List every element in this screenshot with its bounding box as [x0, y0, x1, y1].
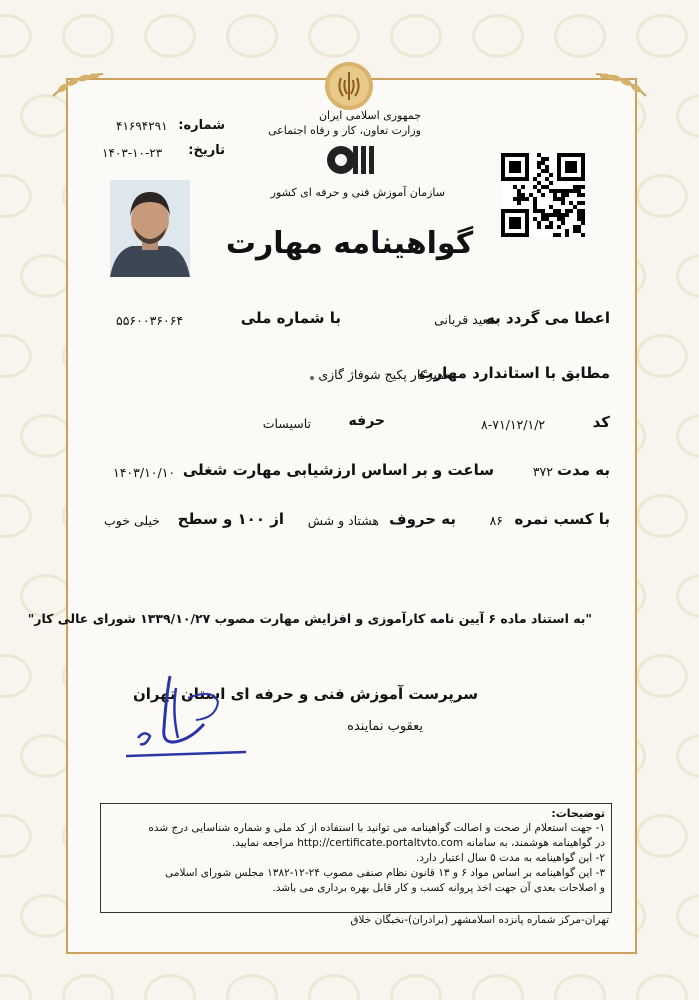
qr-module: [565, 193, 569, 197]
notes-line-5: و اصلاحات بعدی آن جهت اخذ پروانه کسب و کار قابل بهره برداری می باشد.: [272, 882, 605, 894]
notes-line-3: ۲- این گواهینامه به مدت ۵ سال اعتبار دارد.: [416, 852, 605, 864]
country-name: جمهوری اسلامی ایران: [318, 109, 421, 122]
out-of-label: از ۱۰۰ و سطح: [177, 510, 284, 528]
qr-module: [537, 209, 541, 213]
qr-module: [517, 189, 521, 193]
code-label: کد: [592, 413, 610, 431]
qr-module: [573, 205, 577, 209]
qr-module: [517, 193, 521, 197]
qr-module: [533, 209, 537, 213]
qr-module: [541, 157, 545, 161]
qr-module: [553, 213, 557, 217]
duration-value: ۳۷۲: [532, 464, 553, 479]
watermark-mark: [472, 14, 524, 58]
watermark-mark: [636, 814, 688, 858]
qr-module: [565, 213, 569, 217]
qr-module: [541, 217, 545, 221]
qr-module: [545, 213, 549, 217]
watermark-mark: [308, 974, 360, 1000]
qr-module: [525, 197, 529, 201]
qr-module: [541, 161, 545, 165]
qr-module: [581, 221, 585, 225]
qr-module: [521, 197, 525, 201]
legal-basis-text: "به استناد ماده ۶ آیین نامه کارآموزی و افزایش مهارت مصوب ۱۳۳۹/۱۰/۲۷ شورای عالی کار": [27, 611, 592, 626]
qr-module: [569, 201, 573, 205]
ministry-name: وزارت تعاون، کار و رفاه اجتماعی: [267, 124, 421, 137]
watermark-mark: [62, 974, 114, 1000]
qr-module: [581, 213, 585, 217]
qr-module: [545, 157, 549, 161]
qr-module: [533, 217, 537, 221]
certificate-title: گواهینامه مهارت: [225, 226, 474, 261]
qr-module: [545, 169, 549, 173]
qr-module: [557, 189, 561, 193]
qr-module: [517, 197, 521, 201]
laurel-ornament-left-icon: [48, 66, 108, 106]
qr-module: [573, 189, 577, 193]
qr-module: [565, 209, 569, 213]
qr-module: [533, 185, 537, 189]
signature-icon: [118, 668, 258, 768]
qr-module: [569, 209, 573, 213]
watermark-mark: [20, 734, 72, 778]
qr-module: [549, 189, 553, 193]
organization-name: سازمان آموزش فنی و حرفه ای کشور: [270, 186, 445, 199]
watermark-mark: [0, 814, 32, 858]
qr-module: [517, 201, 521, 205]
duration-label: به مدت: [557, 461, 610, 479]
qr-module: [513, 185, 517, 189]
watermark-mark: [554, 974, 606, 1000]
qr-module: [553, 209, 557, 213]
iran-emblem-icon: [323, 60, 375, 112]
qr-module: [577, 185, 581, 189]
qr-module: [577, 213, 581, 217]
date-value: ۱۴۰۳-۱۰-۲۳: [102, 146, 163, 160]
signatory-title: سرپرست آموزش فنی و حرفه ای استان تهران: [132, 685, 478, 703]
standard-value: تعمیرکار پکیج شوفاژ گازی: [318, 367, 454, 382]
watermark-mark: [0, 14, 32, 58]
qr-module: [545, 217, 549, 221]
signatory-name: یعقوب نماینده: [347, 719, 423, 734]
code-value: ۸-۷۱/۱۲/۱/۲: [481, 417, 546, 432]
qr-module: [577, 193, 581, 197]
notes-line-2-text-a: در گواهینامه هوشمند، به سامانه: [466, 837, 605, 849]
letters-label: به حروف: [389, 510, 456, 528]
qr-module: [577, 217, 581, 221]
watermark-mark: [676, 894, 699, 938]
watermark-mark: [0, 334, 32, 378]
qr-module: [573, 185, 577, 189]
watermark-mark: [636, 174, 688, 218]
watermark-mark: [0, 494, 32, 538]
qr-module: [561, 217, 565, 221]
level-value: خیلی خوب: [104, 513, 160, 528]
verification-url-link[interactable]: http://certificate.portaltvto.com: [297, 837, 464, 849]
dot-marker: [310, 376, 314, 380]
score-value: ۸۶: [489, 513, 503, 528]
watermark-mark: [472, 974, 524, 1000]
profession-value: تاسیسات: [262, 416, 311, 431]
watermark-mark: [636, 654, 688, 698]
watermark-mark: [226, 14, 278, 58]
qr-module: [553, 193, 557, 197]
watermark-mark: [554, 14, 606, 58]
watermark-mark: [0, 974, 32, 1000]
qr-module: [537, 165, 541, 169]
qr-module: [561, 197, 565, 201]
qr-module: [561, 201, 565, 205]
watermark-mark: [636, 14, 688, 58]
qr-module: [581, 217, 585, 221]
qr-module: [537, 181, 541, 185]
qr-module: [545, 185, 549, 189]
granted-to-label: اعطا می گردد به: [486, 309, 610, 327]
letters-value: هشتاد و شش: [307, 513, 379, 528]
qr-module: [541, 213, 545, 217]
watermark-mark: [636, 494, 688, 538]
qr-module: [541, 193, 545, 197]
watermark-mark: [226, 974, 278, 1000]
notes-line-1: ۱- جهت استعلام از صحت و اصالت گواهینامه می توانید با استفاده از کد ملی و شماره شناسایی درج شده: [148, 822, 605, 834]
qr-module: [581, 193, 585, 197]
qr-module: [529, 193, 533, 197]
qr-module: [561, 213, 565, 217]
qr-module: [545, 177, 549, 181]
qr-module: [541, 209, 545, 213]
qr-module: [537, 153, 541, 157]
qr-module: [557, 209, 561, 213]
notes-heading: توضیحات:: [551, 807, 605, 820]
watermark-mark: [390, 974, 442, 1000]
qr-module: [561, 221, 565, 225]
qr-module: [549, 181, 553, 185]
qr-module: [577, 189, 581, 193]
qr-module: [549, 213, 553, 217]
qr-module: [569, 189, 573, 193]
laurel-ornament-right-icon: [591, 66, 651, 106]
national-id-label: با شماره ملی: [240, 309, 341, 327]
qr-module: [577, 209, 581, 213]
date-label: تاریخ:: [188, 143, 225, 158]
profession-label: حرفه: [348, 413, 385, 429]
granted-to-value: سعید قربانی: [434, 312, 499, 327]
notes-line-2: [107, 836, 605, 851]
qr-module: [557, 217, 561, 221]
notes-line-4: ۳- این گواهینامه بر اساس مواد ۶ و ۱۳ قانون نظام صنفی مصوب ۲۴-۱۲-۱۳۸۲ مجلس شورای اسلامی: [165, 867, 605, 879]
qr-module: [537, 161, 541, 165]
watermark-mark: [636, 974, 688, 1000]
qr-module: [521, 193, 525, 197]
qr-module: [581, 185, 585, 189]
qr-module: [549, 221, 553, 225]
watermark-mark: [20, 894, 72, 938]
qr-module: [537, 221, 541, 225]
qr-module: [557, 197, 561, 201]
watermark-mark: [676, 574, 699, 618]
watermark-mark: [676, 94, 699, 138]
qr-module: [553, 189, 557, 193]
notes-line-2-text-b: مراجعه نمایید.: [231, 837, 294, 849]
qr-module: [533, 205, 537, 209]
qr-module: [553, 197, 557, 201]
watermark-mark: [144, 974, 196, 1000]
watermark-mark: [0, 174, 32, 218]
qr-module: [513, 197, 517, 201]
qr-module: [521, 185, 525, 189]
qr-module: [565, 161, 577, 173]
qr-module: [549, 173, 553, 177]
notes-box: [100, 803, 612, 913]
watermark-mark: [20, 414, 72, 458]
qr-module: [537, 189, 541, 193]
qr-module: [541, 169, 545, 173]
qr-module: [509, 161, 521, 173]
qr-module: [533, 201, 537, 205]
watermark-mark: [636, 334, 688, 378]
watermark-mark: [62, 14, 114, 58]
standard-label: مطابق با استاندارد مهارت: [418, 364, 610, 382]
number-value: ۴۱۶۹۴۲۹۱: [116, 119, 168, 133]
qr-module: [545, 165, 549, 169]
address-text: تهران-مرکز شماره پانزده اسلامشهر (برادران)-نخبگان خلاق: [350, 914, 609, 926]
score-label: با کسب نمره: [514, 510, 610, 528]
watermark-mark: [676, 734, 699, 778]
watermark-mark: [144, 14, 196, 58]
qr-module: [561, 193, 565, 197]
qr-module: [577, 201, 581, 205]
watermark-mark: [676, 414, 699, 458]
tvto-logo-icon: [323, 138, 375, 184]
watermark-mark: [308, 14, 360, 58]
qr-module: [565, 189, 569, 193]
qr-module: [557, 213, 561, 217]
number-label: شماره:: [178, 118, 225, 133]
qr-module: [581, 209, 585, 213]
qr-module: [549, 205, 553, 209]
qr-module: [541, 185, 545, 189]
assessment-date: ۱۴۰۳/۱۰/۱۰: [113, 465, 176, 480]
watermark-mark: [390, 14, 442, 58]
qr-module: [533, 197, 537, 201]
assessment-label: ساعت و بر اساس ارزشیابی مهارت شغلی: [182, 461, 494, 479]
qr-module: [537, 173, 541, 177]
qr-module: [581, 201, 585, 205]
qr-code[interactable]: [501, 153, 585, 237]
qr-module: [533, 177, 537, 181]
watermark-mark: [0, 654, 32, 698]
qr-module: [561, 189, 565, 193]
national-id-value: ۵۵۶۰۰۳۶۰۶۴: [116, 313, 184, 328]
